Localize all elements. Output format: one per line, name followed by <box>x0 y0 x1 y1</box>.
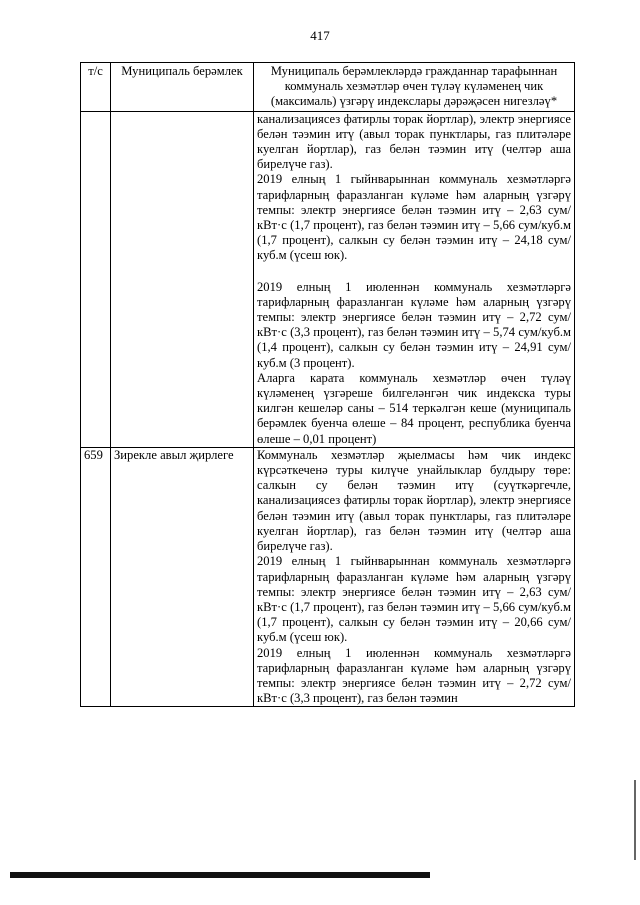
tariff-table <box>80 62 575 707</box>
page-number: 417 <box>310 28 330 43</box>
header-number: т/с <box>81 63 111 112</box>
row-municipality <box>111 111 254 447</box>
paragraph: Аларга карата коммуналь хезмәтләр өчен түләү күләменең үзгәреше билгеләнгән чик индекска туры килгән кешеләр саны – 514 теркәлгән кеше (муниципаль берәмлек буенча өлеше – 84 процент, республика буенча өлеше – 0,01 процент) <box>257 370 571 446</box>
row-justification <box>254 447 575 706</box>
paragraph: 2019 елның 1 гыйнварыннан коммуналь хезмәтләргә тарифларның фаразланган күләме һәм аларның үзгәрү темпы: электр энергиясе белән тәэмин итү – 2,63 сум/кВт·с (1,7 процент), газ белән тәэмин итү – 5,66 сум/куб.м (1,7 процент), салкын су белән тәэмин итү – 20,66 сум/куб.м (үсеш юк). <box>257 554 571 645</box>
row-number: 659 <box>81 447 111 706</box>
paragraph: Коммуналь хезмәтләр җыелмасы һәм чик индекс күрсәткеченә туры килүче унайлыклар булдыру төре: салкын су белән тәэмин итү (суүткәргечле, канализациясез фатирлы торак йортлар), электр энергиясе белән тәэмин итү (авыл торак пунктлары, газ плитәләре куелган йортлар), газ белән тәэмин итү (челтәр аша бирелүче газ). <box>257 447 571 554</box>
table-header-row <box>81 63 575 112</box>
table-row <box>81 447 575 706</box>
table-row <box>81 111 575 447</box>
row-number <box>81 111 111 447</box>
row-justification <box>254 111 575 447</box>
header-justification: Муниципаль берәмлекләрдә гражданнар тарафыннан коммуналь хезмәтләр өчен түләү күләменең чик (максималь) үзгәрү индекслары дәрәҗәсен нигезләү* <box>254 63 575 112</box>
paragraph: 2019 елның 1 июленнән коммуналь хезмәтләргә тарифларның фаразланган күләме һәм аларның үзгәрү темпы: электр энергиясе белән тәэмин итү – 2,72 сум/кВт·с (3,3 процент), газ белән тәэмин <box>257 645 571 706</box>
paragraph: канализациясез фатирлы торак йортлар), электр энергиясе белән тәэмин итү (авыл торак пунктлары, газ плитәләре куелган йортлар), газ белән тәэмин итү (челтәр аша бирелүче газ). <box>257 111 571 172</box>
paragraph: 2019 елның 1 гыйнварыннан коммуналь хезмәтләргә тарифларның фаразланган күләме һәм аларның үзгәрү темпы: электр энергиясе белән тәэмин итү – 2,63 сум/кВт·с (1,7 процент), газ белән тәэмин итү – 5,66 сум/куб.м (1,7 процент), салкын су белән тәэмин итү – 24,18 сум/куб.м (үсеш юк). <box>257 172 571 263</box>
paragraph: 2019 елның 1 июленнән коммуналь хезмәтләргә тарифларның фаразланган күләме һәм аларның үзгәрү темпы: электр энергиясе белән тәэмин итү – 2,72 сум/кВт·с (3,3 процент), газ белән тәэмин итү – 5,74 сум/куб.м (1,4 процент), салкын су белән тәэмин итү – 24,91 сум/куб.м (3 процент). <box>257 279 571 370</box>
row-municipality: Зирекле авыл җирлеге <box>111 447 254 706</box>
bottom-rule <box>10 872 430 878</box>
scan-edge-mark <box>634 780 636 860</box>
header-municipality: Муниципаль берәмлек <box>111 63 254 112</box>
